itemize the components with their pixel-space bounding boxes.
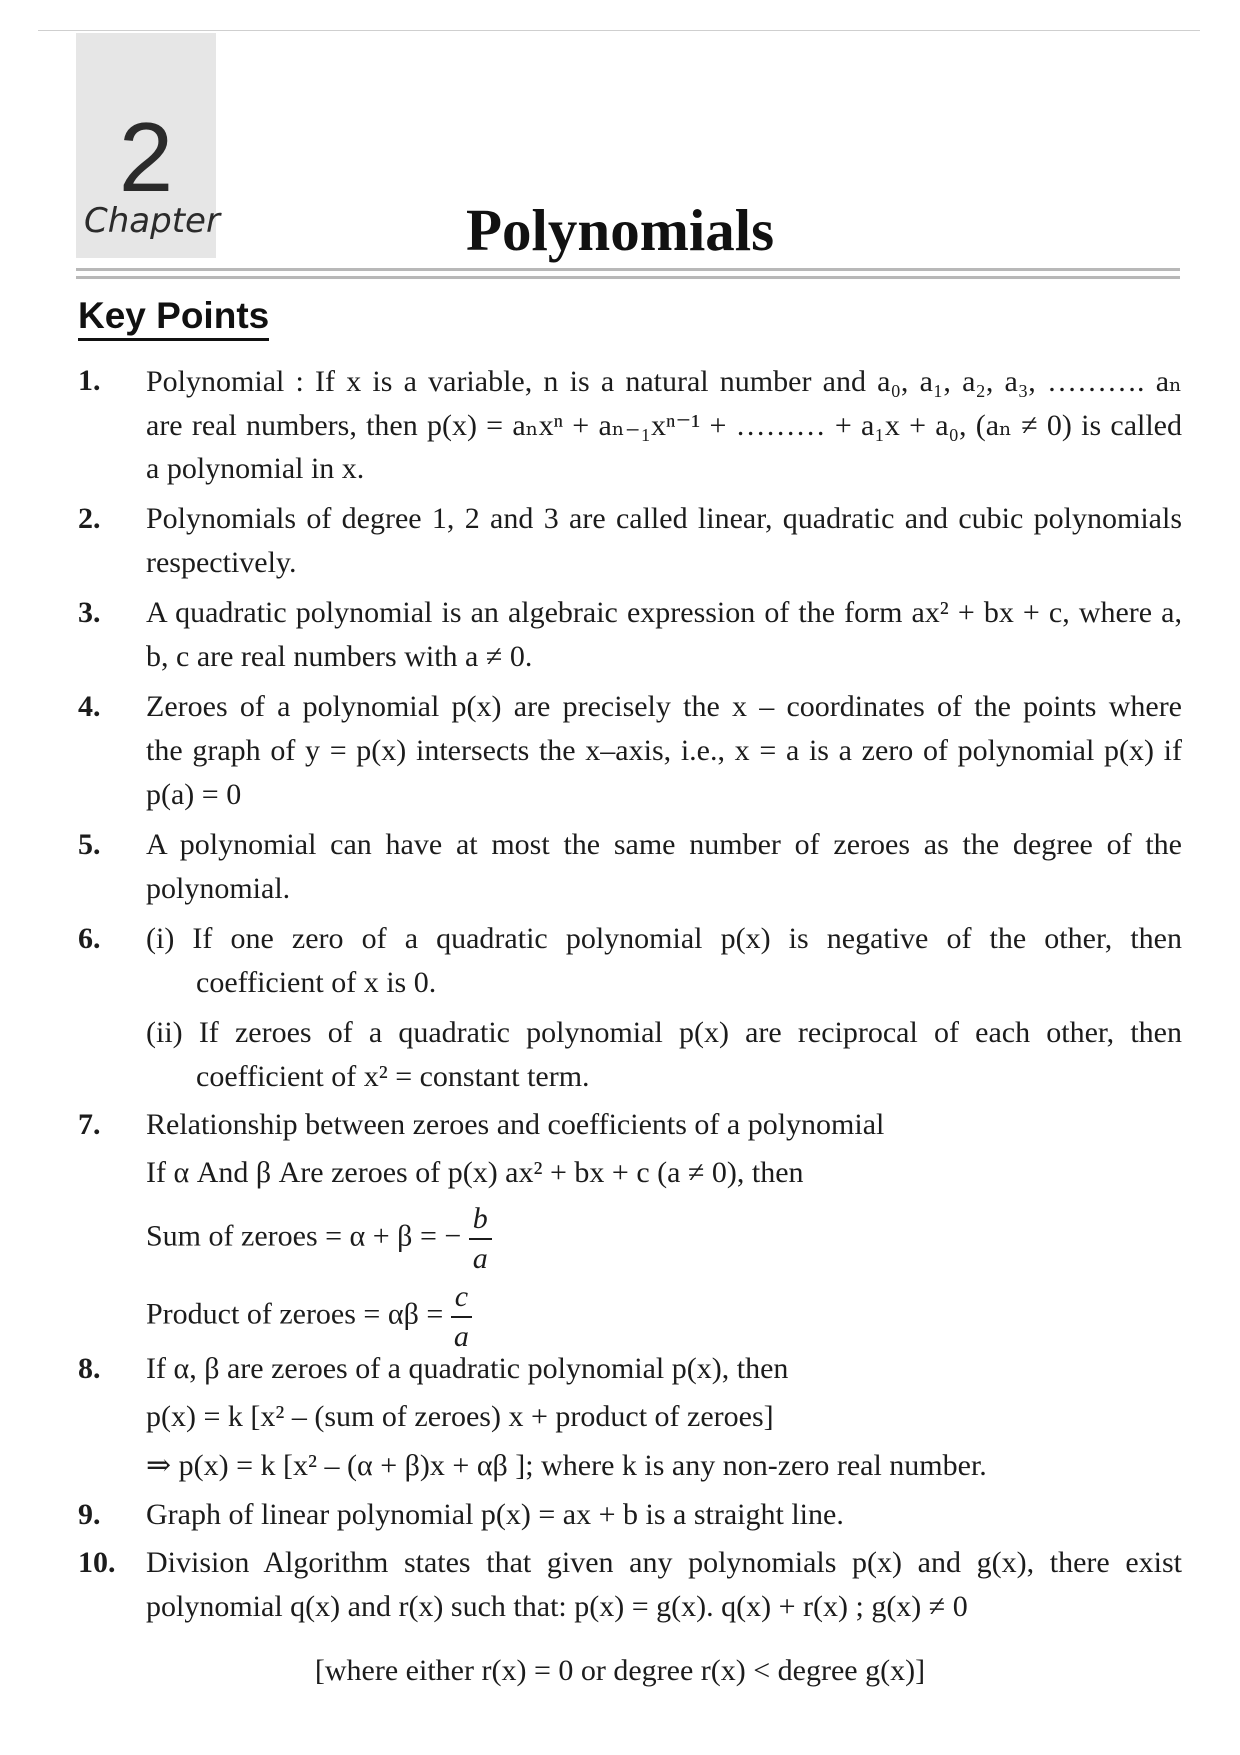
fraction-denominator: a [472, 1241, 488, 1275]
item-line: coefficient of x² = constant term. [196, 1060, 590, 1093]
product-of-zeroes [146, 1278, 472, 1355]
item-number: 10. [78, 1546, 116, 1579]
product-fraction [451, 1278, 472, 1355]
title-divider [76, 268, 1180, 271]
item-number: 4. [78, 690, 101, 723]
item-line: A polynomial can have at most the same number of zeroes as the degree of the [146, 828, 1182, 861]
sum-of-zeroes [146, 1200, 492, 1277]
sum-of-zeroes-label: Sum of zeroes = α + β = − [146, 1219, 462, 1253]
chapter-number: 2 [118, 102, 174, 212]
item-line: Polynomials of degree 1, 2 and 3 are called linear, quadratic and cubic polynomials [146, 502, 1182, 535]
item-line: p(a) = 0 [146, 778, 242, 811]
item-number: 6. [78, 922, 101, 955]
item-line: are real numbers, then p(x) = aₙxⁿ + aₙ₋₁xⁿ⁻¹ + ……… + a₁x + a₀, (aₙ ≠ 0) is called [146, 409, 1182, 442]
item-line: polynomial. [146, 872, 291, 905]
item-line: the graph of y = p(x) intersects the x–axis, i.e., x = a is a zero of polynomial p(x) if [146, 734, 1182, 767]
item-number: 7. [78, 1108, 101, 1141]
item-number: 5. [78, 828, 101, 861]
item-line: ⇒ p(x) = k [x² – (α + β)x + αβ ]; where k is any non-zero real number. [146, 1449, 987, 1482]
item-line: If α And β Are zeroes of p(x) ax² + bx + c (a ≠ 0), then [146, 1156, 804, 1189]
top-rule [38, 30, 1200, 31]
item-line: respectively. [146, 546, 297, 579]
item-line: a polynomial in x. [146, 452, 365, 485]
item-line: polynomial q(x) and r(x) such that: p(x) = g(x). q(x) + r(x) ; g(x) ≠ 0 [146, 1590, 968, 1623]
item-line: coefficient of x is 0. [196, 966, 437, 999]
fraction-numerator: c [451, 1278, 472, 1318]
chapter-badge [76, 33, 220, 258]
chapter-label: Chapter [84, 201, 220, 241]
item-number: 1. [78, 364, 101, 397]
fraction-denominator: a [453, 1319, 469, 1353]
item-line: p(x) = k [x² – (sum of zeroes) x + product of zeroes] [146, 1400, 774, 1433]
item-number: 9. [78, 1498, 101, 1531]
footer-note: [where either r(x) = 0 or degree r(x) < degree g(x)] [314, 1654, 926, 1687]
section-heading: Key Points [78, 296, 269, 341]
fraction-numerator: b [469, 1200, 492, 1240]
item-line: Zeroes of a polynomial p(x) are precisely the x – coordinates of the points where [146, 690, 1182, 723]
item-line: Graph of linear polynomial p(x) = ax + b is a straight line. [146, 1498, 844, 1531]
title-divider [76, 276, 1180, 279]
item-line: b, c are real numbers with a ≠ 0. [146, 640, 533, 673]
item-line: Relationship between zeroes and coefficients of a polynomial [146, 1108, 885, 1141]
item-line: Polynomial : If x is a variable, n is a natural number and a₀, a₁, a₂, a₃, ………. aₙ [146, 365, 1182, 398]
item-line: (i) If one zero of a quadratic polynomial p(x) is negative of the other, then [146, 922, 1182, 955]
sum-fraction [469, 1200, 492, 1277]
item-number: 2. [78, 502, 101, 535]
product-of-zeroes-label: Product of zeroes = αβ = [146, 1297, 444, 1331]
item-number: 8. [78, 1352, 101, 1385]
item-line: A quadratic polynomial is an algebraic expression of the form ax² + bx + c, where a, [146, 596, 1182, 629]
item-line: (ii) If zeroes of a quadratic polynomial p(x) are reciprocal of each other, then [146, 1016, 1182, 1049]
item-line: If α, β are zeroes of a quadratic polynomial p(x), then [146, 1352, 789, 1385]
chapter-title: Polynomials [466, 197, 775, 263]
item-number: 3. [78, 596, 101, 629]
item-line: Division Algorithm states that given any polynomials p(x) and g(x), there exist [146, 1546, 1182, 1579]
